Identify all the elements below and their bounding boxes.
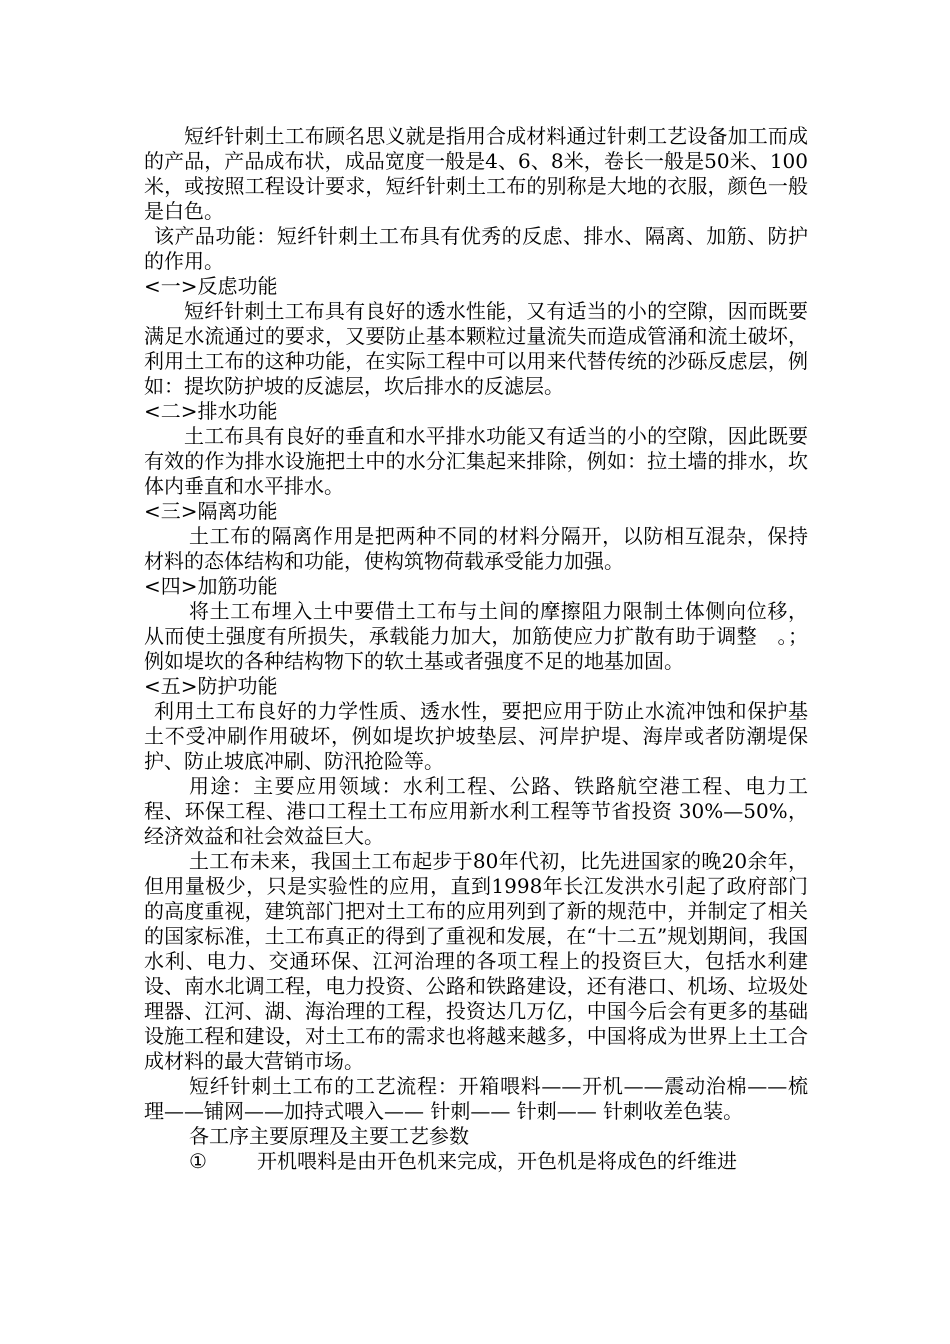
paragraph-reinforcement: 将土工布埋入土中要借土工布与土间的摩擦阻力限制土体侧向位移，从而使土强度有所损失，承载能力加大，加筋使应力扩散有助于调整 。；例如堤坎的各种结构物下的软土基或者强度不足的地基加固。 [144,599,808,673]
section-heading-protection: <五>防护功能 [144,674,278,698]
paragraph-intro: 短纤针刺土工布顾名思义就是指用合成材料通过针刺工艺设备加工而成的产品，产品成布状，成品宽度一般是4、6、8米，卷长一般是50米、100米，或按照工程设计要求，短纤针刺土工布的别称是大地的衣服，颜色一般是白色。 [144,124,808,223]
section-heading-filtration: <一>反虑功能 [144,274,278,298]
section-heading-isolation: <三>隔离功能 [144,499,278,523]
paragraph-functions-summary: 该产品功能：短纤针刺土工布具有优秀的反虑、排水、隔离、加筋、防护的作用。 [144,224,808,273]
paragraph-future: 土工布未来，我国土工布起步于80年代初，比先进国家的晚20余年，但用量极少，只是实验性的应用，直到1998年长江发洪水引起了政府部门的高度重视，建筑部门把对土工布的应用列到了新的规范中，并制定了相关的国家标准，土工布真正的得到了重视和发展，在“十二五”规划期间，我国水利、电力、交通环保、江河治理的各项工程上的投资巨大，包括水利建设、南水北调工程，电力投资、公路和铁路建设，还有港口、机场、垃圾处理器、江河、湖、海治理的工程，投资达几万亿，中国今后会有更多的基础设施工程和建设，对土工布的需求也将越来越多，中国将成为世界上土工合成材料的最大营销市场。 [144,849,808,1073]
document-body [144,124,808,1174]
paragraph-filtration: 短纤针刺土工布具有良好的透水性能，又有适当的小的空隙，因而既要满足水流通过的要求，又要防止基本颗粒过量流失而造成管涌和流土破坏，利用土工布的这种功能，在实际工程中可以用来代替传统的沙砾反虑层，例如：提坎防护坡的反滤层，坎后排水的反滤层。 [144,299,808,398]
section-heading-reinforcement: <四>加筋功能 [144,574,278,598]
process-step [144,1149,808,1174]
step-text: 开机喂料是由开色机来完成，开色机是将成色的纤维进 [257,1149,737,1173]
section-heading-drainage: <二>排水功能 [144,399,278,423]
paragraph-process-flow: 短纤针刺土工布的工艺流程：开箱喂料——开机——震动治棉——梳理——铺网——加持式喂入—— 针刺—— 针刺—— 针刺收差色装。 [144,1074,808,1123]
step-number: ① [189,1149,207,1173]
paragraph-drainage: 土工布具有良好的垂直和水平排水功能又有适当的小的空隙，因此既要有效的作为排水设施把土中的水分汇集起来排除，例如：拉土墙的排水，坎体内垂直和水平排水。 [144,424,808,498]
paragraph-isolation: 土工布的隔离作用是把两种不同的材料分隔开，以防相互混杂，保持材料的态体结构和功能，使构筑物荷载承受能力加强。 [144,524,808,573]
paragraph-process-heading: 各工序主要原理及主要工艺参数 [189,1124,469,1148]
paragraph-protection: 利用土工布良好的力学性质、透水性，要把应用于防止水流冲蚀和保护基土不受冲刷作用破坏，例如堤坎护坡垫层、河岸护堤、海岸或者防潮堤保护、防止坡底冲刷、防汛抢险等。 [144,699,808,773]
paragraph-applications: 用途：主要应用领域：水利工程、公路、铁路航空港工程、电力工程、环保工程、港口工程土工布应用新水利工程等节省投资 30%—50%，经济效益和社会效益巨大。 [144,774,808,848]
